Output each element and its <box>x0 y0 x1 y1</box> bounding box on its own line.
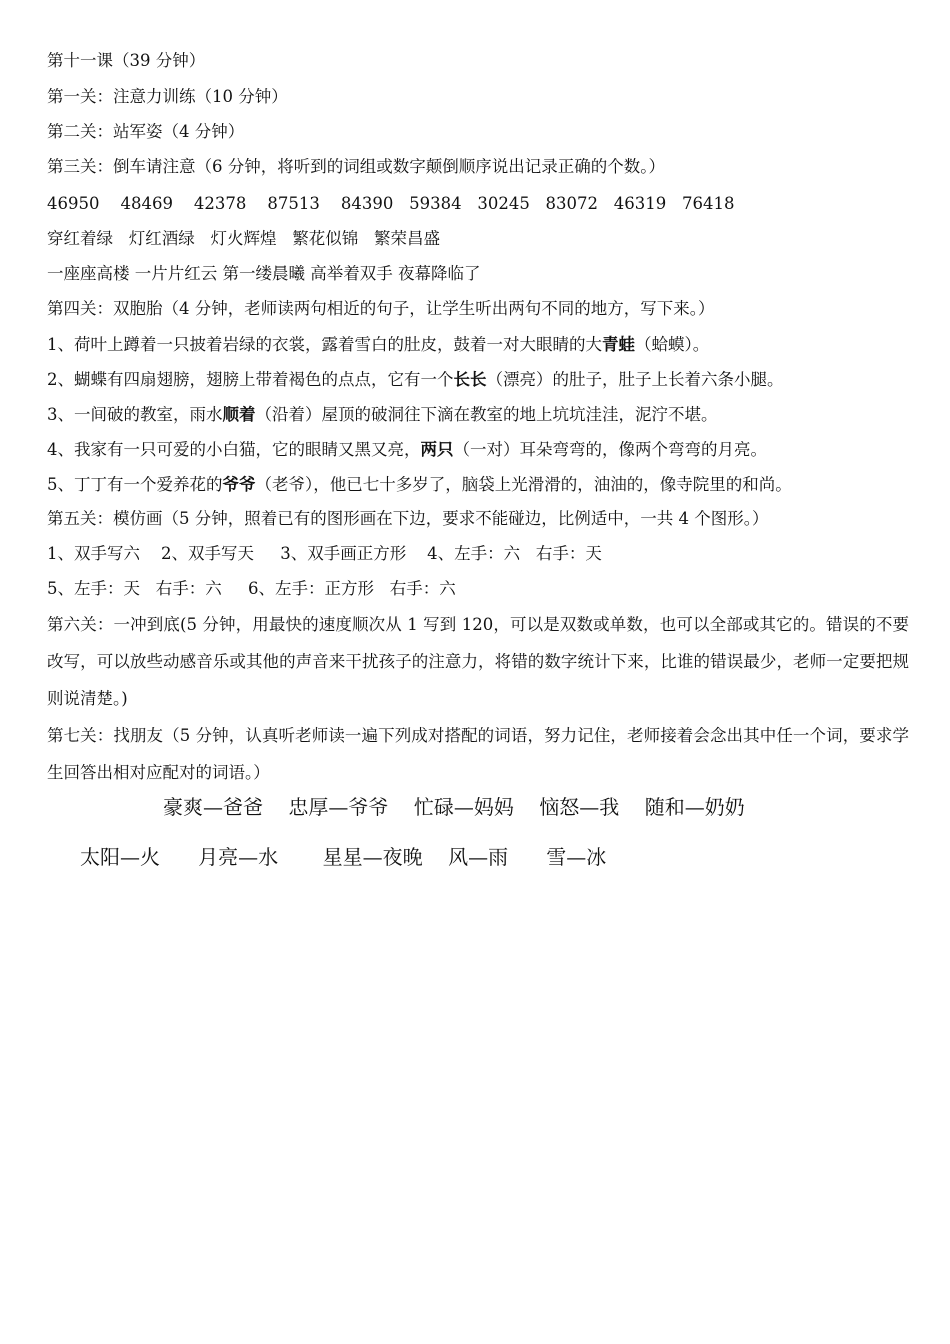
level-5-heading: 第五关：模仿画（5 分钟，照着已有的图形画在下边，要求不能碰边，比例适中，一共 4 个图形。） <box>47 509 769 528</box>
sentence-text: （蛤蟆）。 <box>635 335 710 354</box>
sentence-text: （老爷），他已七十多岁了，脑袋上光滑滑的，油油的，像寺院里的和尚。 <box>255 475 792 494</box>
lesson-title: 第十一课（39 分钟） <box>47 51 206 70</box>
word-pairs-row-2: 太阳—火 月亮—水 星星—夜晚 风—雨 雪—冰 <box>80 845 607 869</box>
sentence-text: 1、荷叶上蹲着一只披着岩绿的衣裳，露着雪白的肚皮，鼓着一对大眼睛的大 <box>47 335 602 354</box>
sentence-item <box>47 369 917 391</box>
sentence-text: （沿着）屋顶的破洞往下滴在教室的地上坑坑洼洼，泥泞不堪。 <box>255 405 718 424</box>
level-3-heading: 第三关：倒车请注意（6 分钟，将听到的词组或数字颠倒顺序说出记录正确的个数。） <box>47 157 665 176</box>
drawing-tasks-row-2: 5、左手：天 右手：六 6、左手：正方形 右手：六 <box>47 579 456 598</box>
sentence-text: （漂亮）的肚子，肚子上长着六条小腿。 <box>486 370 784 389</box>
sentence-key-word: 爷爷 <box>222 475 256 494</box>
drawing-tasks-row-1: 1、双手写六 2、双手写天 3、双手画正方形 4、左手：六 右手：天 <box>47 544 602 563</box>
word-pairs-row-1: 豪爽—爸爸 忠厚—爷爷 忙碌—妈妈 恼怒—我 随和—奶奶 <box>163 795 745 819</box>
level-2-heading: 第二关：站军姿（4 分钟） <box>47 122 245 141</box>
level-1-heading: 第一关：注意力训练（10 分钟） <box>47 87 288 106</box>
sentence-text: 2、蝴蝶有四扇翅膀，翅膀上带着褐色的点点，它有一个 <box>47 370 454 389</box>
level-6-paragraph: 第六关：一冲到底(5 分钟，用最快的速度顺次从 1 写到 120，可以是双数或单数，也可以全部或其它的。错误的不要改写，可以放些动感音乐或其他的声音来干扰孩子的注意力，将错的数字统计下来，比谁的错误最少，老师一定要把规则说清楚。) <box>47 615 909 708</box>
sentence-key-word: 青蛙 <box>602 335 635 354</box>
sentence-item <box>47 334 917 356</box>
sentence-key-word: 顺着 <box>222 405 256 424</box>
sentence-key-word: 长长 <box>453 370 487 389</box>
level-7-paragraph: 第七关：找朋友（5 分钟，认真听老师读一遍下列成对搭配的词语，努力记住，老师接着会念出其中任一个词，要求学生回答出相对应配对的词语。） <box>47 726 909 782</box>
sentence-item <box>47 474 917 496</box>
sentence-item <box>47 404 917 426</box>
sentence-text: 3、一间破的教室，雨水 <box>47 405 223 424</box>
number-sequence: 46950 48469 42378 87513 84390 59384 30245 83072 46319 76418 <box>47 194 735 213</box>
idiom-list: 穿红着绿 灯红酒绿 灯火辉煌 繁花似锦 繁荣昌盛 <box>47 229 440 248</box>
sentence-text: （一对）耳朵弯弯的，像两个弯弯的月亮。 <box>453 440 767 459</box>
sentence-text: 4、我家有一只可爱的小白猫，它的眼睛又黑又亮， <box>47 440 421 459</box>
sentence-key-word: 两只 <box>420 440 454 459</box>
phrase-list: 一座座高楼 一片片红云 第一缕晨曦 高举着双手 夜幕降临了 <box>47 264 481 283</box>
sentence-text: 5、丁丁有一个爱养花的 <box>47 475 223 494</box>
sentence-item <box>47 439 917 461</box>
level-4-heading: 第四关：双胞胎（4 分钟，老师读两句相近的句子，让学生听出两句不同的地方，写下来。） <box>47 299 715 318</box>
